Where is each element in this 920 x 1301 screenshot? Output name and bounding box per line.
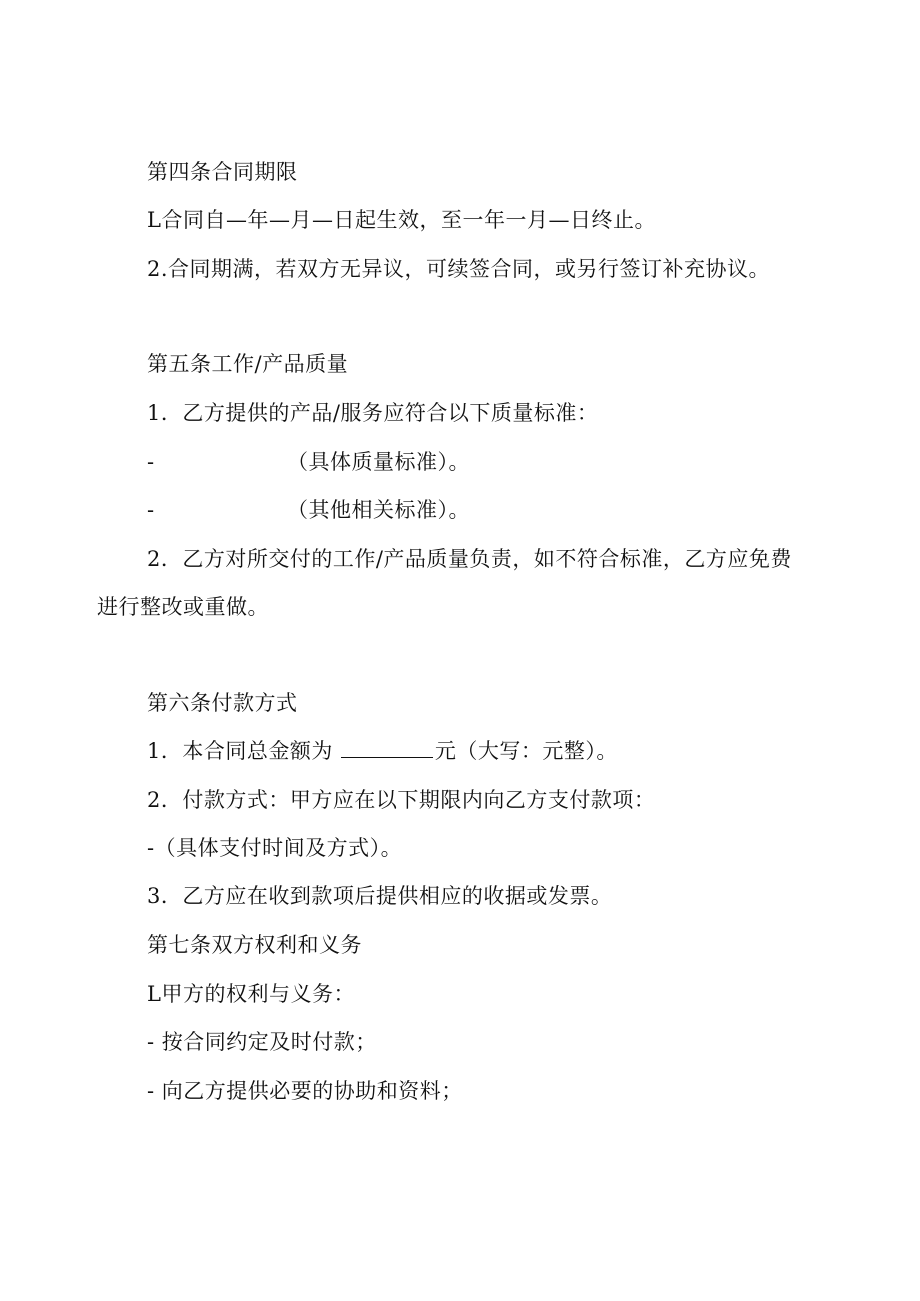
article-5-bullet-1 — [147, 448, 470, 476]
article-6-heading: 第六条付款方式 — [147, 691, 298, 715]
amount-label: 1．本合同总金额为 — [147, 739, 333, 763]
article-4-item-1: L合同自—年—月—日起生效，至一年一月—日终止。 — [147, 208, 656, 232]
amount-suffix: 元（大写：元整）。 — [434, 739, 618, 763]
article-6-item-2: 2．付款方式：甲方应在以下期限内向乙方支付款项： — [147, 788, 656, 812]
article-5-item-1: 1．乙方提供的产品/服务应符合以下质量标准： — [147, 401, 599, 425]
article-6-bullet-1: -（具体支付时间及方式）。 — [147, 836, 403, 860]
article-7-bullet-2: - 向乙方提供必要的协助和资料； — [147, 1079, 463, 1103]
article-5-bullet-2 — [147, 496, 470, 524]
bullet-text: （其他相关标准）。 — [287, 498, 470, 522]
article-7-bullet-1: - 按合同约定及时付款； — [147, 1030, 377, 1054]
article-6-item-3: 3．乙方应在收到款项后提供相应的收据或发票。 — [147, 884, 613, 908]
article-6-item-1 — [147, 737, 618, 765]
article-5-item-2-line-1: 2．乙方对所交付的工作/产品质量负责，如不符合标准，乙方应免费 — [147, 547, 792, 571]
article-4-item-2: 2.合同期满，若双方无异议，可续签合同，或另行签订补充协议。 — [147, 257, 771, 281]
article-5-item-2-line-2: 进行整改或重做。 — [97, 595, 269, 619]
bullet-text: （具体质量标准）。 — [287, 450, 470, 474]
article-7-heading: 第七条双方权利和义务 — [147, 933, 362, 957]
article-7-item-1: L甲方的权利与义务： — [147, 982, 355, 1006]
article-5-heading: 第五条工作/产品质量 — [147, 352, 349, 376]
bullet-dash: - — [147, 450, 155, 474]
bullet-dash: - — [147, 498, 155, 522]
amount-blank — [341, 739, 433, 758]
article-4-heading: 第四条合同期限 — [147, 160, 298, 184]
